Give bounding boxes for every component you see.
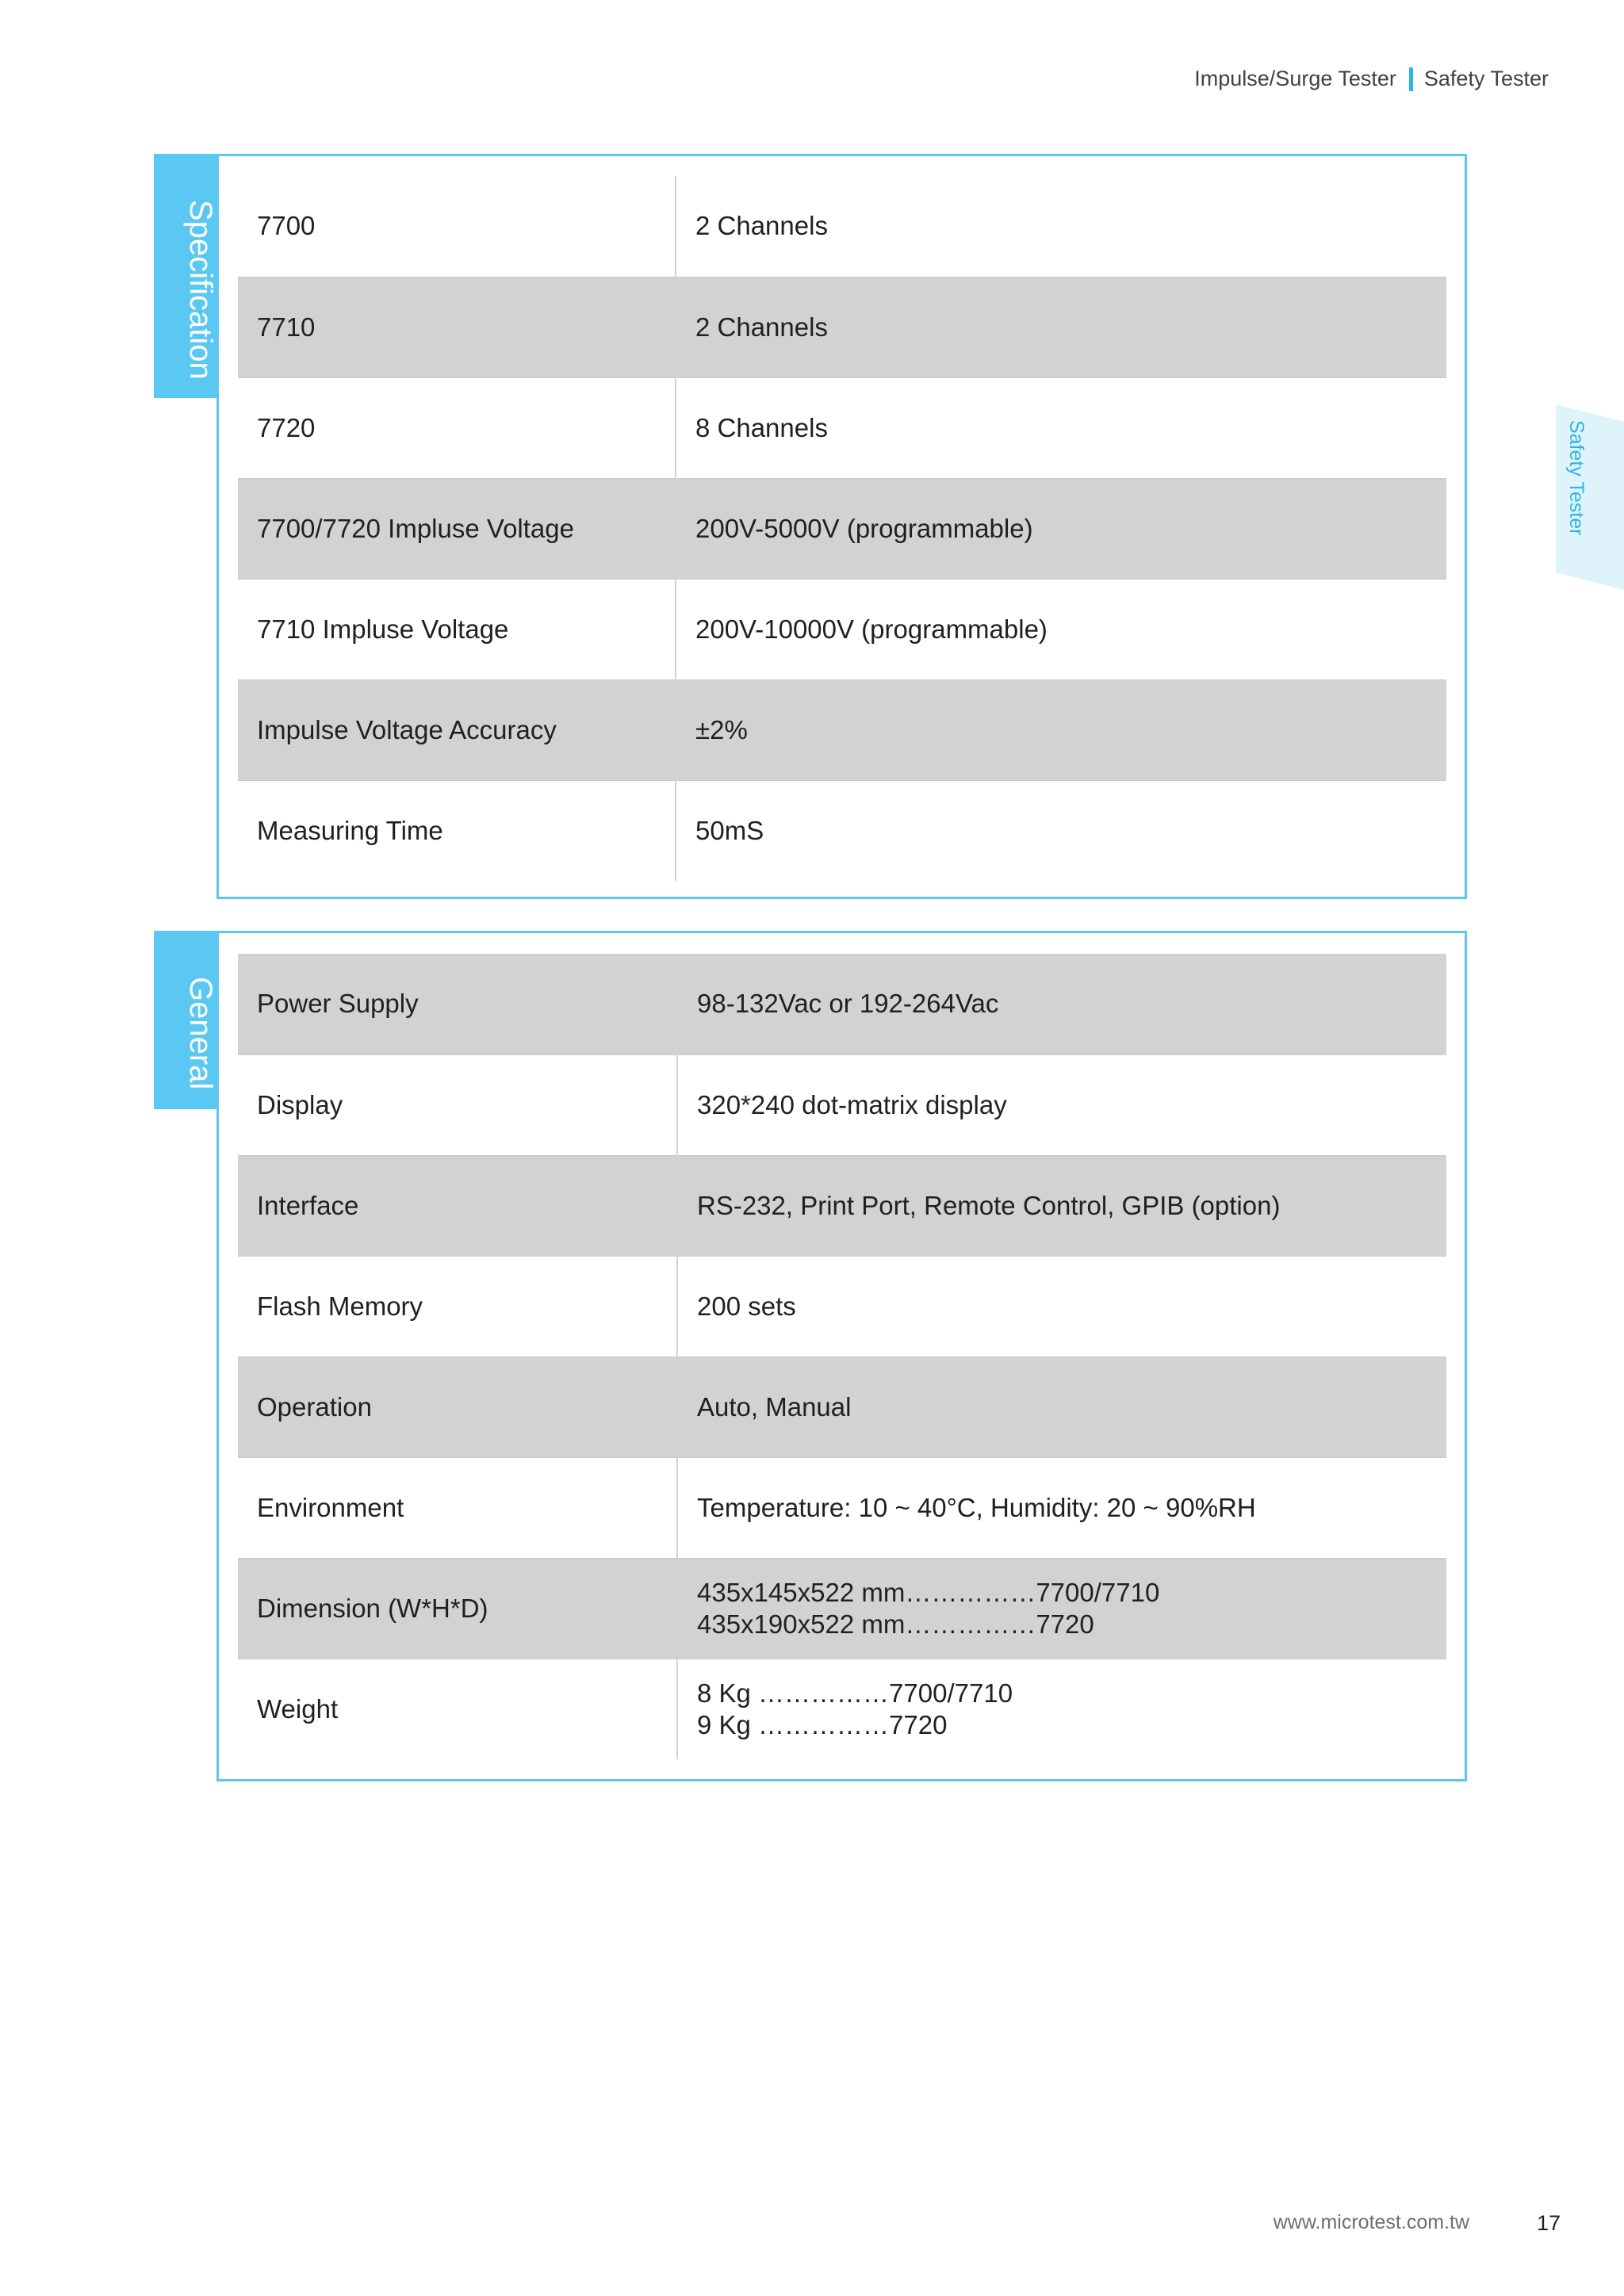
side-tab-label: Safety Tester — [1565, 420, 1588, 536]
table-row — [238, 377, 1446, 478]
footer-website: www.microtest.com.tw — [1273, 2211, 1469, 2233]
breadcrumb-impulse-surge-tester: Impulse/Surge Tester — [1194, 67, 1396, 90]
spec-value: RS-232, Print Port, Remote Control, GPIB (option) — [677, 1155, 1446, 1256]
specification-table — [238, 176, 1446, 881]
spec-value: 200V-10000V (programmable) — [676, 579, 1446, 679]
table-row — [238, 1558, 1446, 1659]
general-table — [238, 954, 1446, 1759]
spec-name: Interface — [238, 1155, 677, 1256]
breadcrumb-safety-tester: Safety Tester — [1423, 67, 1549, 90]
breadcrumb-separator — [1409, 67, 1413, 91]
table-row — [238, 1659, 1446, 1759]
table-row — [238, 1357, 1446, 1457]
spec-name: Dimension (W*H*D) — [238, 1558, 677, 1659]
table-row — [238, 1054, 1446, 1155]
spec-name: 7700 — [257, 211, 316, 241]
spec-name: 7700/7720 Impluse Voltage — [238, 478, 676, 579]
weight-line: 8 Kg ……………7700/7710 — [697, 1678, 1013, 1709]
spec-value: Auto, Manual — [677, 1357, 1446, 1457]
table-row — [238, 780, 1446, 881]
dimension-line: 435x145x522 mm……………7700/7710 — [697, 1577, 1160, 1607]
table-row — [238, 579, 1446, 679]
general-label: General — [154, 931, 218, 1109]
spec-value: 50mS — [676, 780, 1446, 881]
table-row — [238, 1256, 1446, 1357]
page-number: 17 — [1536, 2211, 1561, 2235]
weight-line: 9 Kg ……………7720 — [697, 1709, 948, 1739]
header-breadcrumb — [1194, 67, 1549, 91]
spec-name: 7710 Impluse Voltage — [238, 579, 676, 679]
spec-name: 7720 — [238, 377, 676, 478]
spec-name: 7710 — [238, 277, 676, 377]
spec-value — [677, 1659, 1446, 1759]
spec-value — [677, 1558, 1446, 1659]
spec-name: Environment — [238, 1457, 677, 1558]
table-row — [238, 176, 1446, 277]
spec-name: Operation — [238, 1357, 677, 1457]
spec-value: 2 Channels — [676, 176, 1446, 277]
spec-value: 2 Channels — [676, 277, 1446, 377]
table-row — [238, 277, 1446, 377]
spec-name: Weight — [238, 1659, 677, 1759]
spec-value: Temperature: 10 ~ 40°C, Humidity: 20 ~ 90%RH — [677, 1457, 1446, 1558]
table-row — [238, 1457, 1446, 1558]
spec-name: Flash Memory — [238, 1256, 677, 1357]
spec-value: 98-132Vac or 192-264Vac — [677, 954, 1446, 1054]
spec-value: 320*240 dot-matrix display — [677, 1054, 1446, 1155]
spec-name: Display — [238, 1054, 677, 1155]
dimension-line: 435x190x522 mm……………7720 — [697, 1609, 1094, 1639]
spec-name: Power Supply — [238, 954, 677, 1054]
specification-label: Specification — [154, 154, 218, 398]
spec-name: Measuring Time — [238, 780, 676, 881]
table-row — [238, 1155, 1446, 1256]
spec-name: Impulse Voltage Accuracy — [238, 679, 676, 780]
spec-value: ±2% — [676, 679, 1446, 780]
table-row — [238, 679, 1446, 780]
table-row — [238, 478, 1446, 579]
table-row — [238, 954, 1446, 1054]
spec-value: 200V-5000V (programmable) — [676, 478, 1446, 579]
spec-value: 200 sets — [677, 1256, 1446, 1357]
spec-value: 8 Channels — [676, 377, 1446, 478]
